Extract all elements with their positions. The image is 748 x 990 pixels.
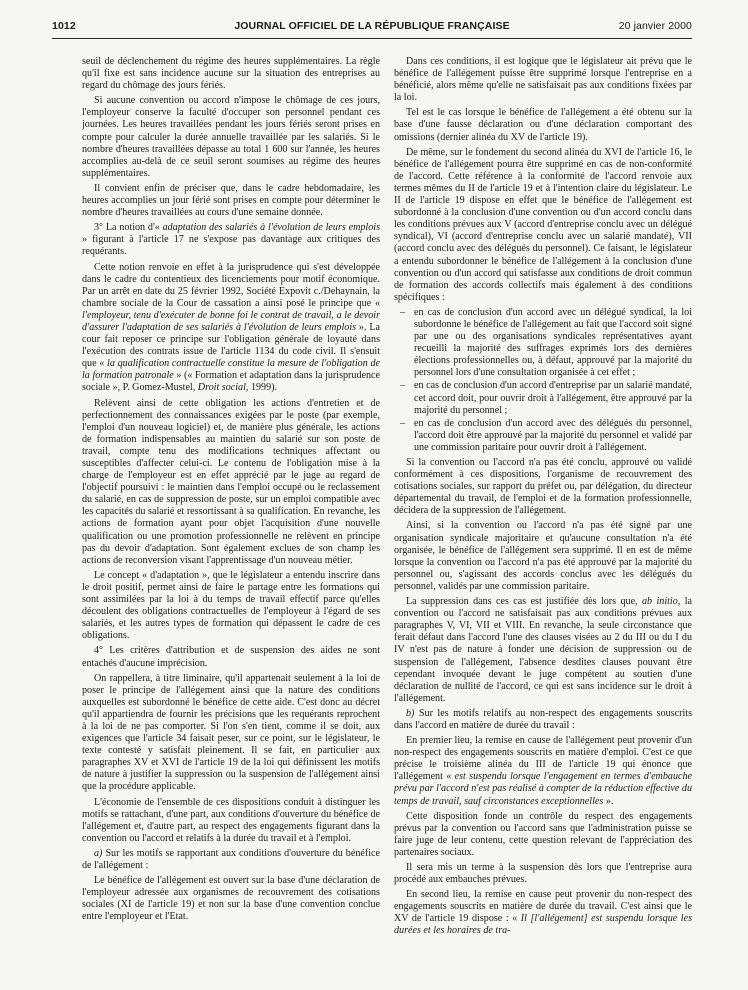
- paragraph: Si la convention ou l'accord n'a pas été conclu, approuvé ou validé conformément à ces dispositions, l'organisme de recouvrement des cotisations sociales, sur rapport du préfet ou, par délégation, du directeur départemental du travail, de l'emploi et de la formation professionnelle, décidera de la suppression de l'allégement.: [394, 457, 692, 517]
- paragraph: Cette disposition fonde un contrôle du respect des engagements prévus par la convention ou l'accord sans que l'administration puisse se faire juge de leur contenu, cette question relevant de l'appréciation des partenaires sociaux.: [394, 810, 692, 858]
- paragraph: L'économie de l'ensemble de ces dispositions conduit à distinguer les motifs se rattachant, d'une part, aux conditions d'ouverture du bénéfice de l'allégement et, d'autre part, au respect des engagements figurant dans la convention ou l'accord et relatifs à la durée du travail et à l'emploi.: [82, 796, 380, 844]
- paragraph: On rappellera, à titre liminaire, qu'il appartenait seulement à la loi de poser le principe de l'allégement ainsi que la nature des conditions auxquelles est subordonné le bénéfice de cette aide. C'est donc au décret qu'il appartiendra de fournir les précisions que les requérants reprochent à la loi de ne pas comporter. Si l'on s'en tient, comme il se doit, aux exigences que l'article 34 faisait peser, sur ce point, sur le législateur, le texte contesté y satisfait pleinement. Il se fait, en particulier aux paragraphes XV et XVI de l'article 19 de la loi qui définissent les motifs de nature à justifier la suppression ou la suspension de l'allégement ainsi que la procédure applicable.: [82, 672, 380, 793]
- paragraph: seuil de déclenchement du régime des heures supplémentaires. La règle qu'il fixe est sans incidence aucune sur la situation des entreprises au regard du chômage des jours fériés.: [82, 56, 380, 92]
- dash-icon: –: [400, 306, 406, 318]
- paragraph: Cette notion renvoie en effet à la jurisprudence qui s'est développée dans le cadre du contentieux des licenciements pour motif économique. Par un arrêt en date du 25 février 1992, Société Expovit c./Dehaynain, la chambre sociale de la Cour de cassation a ainsi posé le principe que « l'employeur, tenu d'exécuter de bonne foi le contrat de travail, a le devoir d'assurer l'adaptation de ses salariés à l'évolution de leurs emplois ». La cour fait reposer ce principe sur l'obligation générale de loyauté dans l'exécution des contrats issue de l'article 1134 du code civil. Il s'ensuit que « la qualification contractuelle constitue la mesure de l'obligation de la formation patronale » (« Formation et adaptation dans la jurisprudence sociale », P. Gomez-Mustel, Droit social, 1999).: [82, 261, 380, 394]
- dash-icon: –: [400, 380, 406, 392]
- paragraph: 3° La notion d'« adaptation des salariés à l'évolution de leurs emplois » figurant à l'article 17 ne s'expose pas davantage aux critiques des requérants.: [82, 222, 380, 258]
- conditions-list: [394, 307, 692, 454]
- paragraph: 4° Les critères d'attribution et de suspension des aides ne sont entachés d'aucune imprécision.: [82, 645, 380, 669]
- paragraph: La suppression dans ces cas est justifiée dès lors que, ab initio, la convention ou l'accord ne satisfaisait pas aux conditions prévues aux paragraphes V, VI, VII et VIII. En revanche, la seule circonstance que ferait défaut dans l'accord l'une des clauses visées au 2 du III ou du I du IV n'est pas de nature à fonder une décision de suppression ou de suspension de l'allégement, l'absence desdites clauses pouvant être cependant invoquée devant le juge compétent au soutien d'une déclaration de nullité de l'accord, ce qui est sans incidence sur le droit à l'allégement.: [394, 596, 692, 704]
- paragraph: Il sera mis un terme à la suspension dès lors que l'entreprise aura procédé aux embauches prévues.: [394, 862, 692, 886]
- list-item: – en cas de conclusion d'un accord avec des délégués du personnel, l'accord doit être approuvé par la majorité du personnel et validé par une commission paritaire pour ouvrir droit à l'allégement.: [400, 417, 692, 453]
- paragraph: En premier lieu, la remise en cause de l'allégement peut provenir d'un non-respect des engagements souscrits en matière d'emploi. C'est ce que précise le troisième alinéa du III de l'article 19 qui énonce que l'allégement « est suspendu lorsque l'engagement en termes d'embauche prévu par l'accord n'est pas réalisé à compter de la réduction effective du temps de travail, sauf circonstances exceptionnelles ».: [394, 735, 692, 807]
- paragraph: a) Sur les motifs se rapportant aux conditions d'ouverture du bénéfice de l'allégement :: [82, 847, 380, 871]
- dash-icon: –: [400, 417, 406, 429]
- page-header: [52, 20, 692, 38]
- paragraph: En second lieu, la remise en cause peut provenir du non-respect des engagements souscrits en matière de durée du travail. C'est ainsi que le XV de l'article 19 dispose : « Il [l'allégement] est suspendu lorsque les durées et les horaires de tra-: [394, 889, 692, 937]
- paragraph: Dans ces conditions, il est logique que le législateur ait prévu que le bénéfice de l'allégement puisse être supprimé lorsque l'entreprise en a bénéficié, alors même qu'elle ne satisfaisait pas aux conditions fixées par la loi.: [394, 56, 692, 104]
- paragraph: De même, sur le fondement du second alinéa du XVI de l'article 16, le bénéfice de l'allégement pourra être supprimé en cas de non-conformité de l'accord. Cette référence à la conformité de l'accord renvoie aux termes mêmes du II de l'article 19 et à l'intention claire du législateur. Le II de l'article 19 dispose en effet que le bénéfice de l'allégement est subordonné à la conclusion d'une convention ou d'un accord conclu dans les conditions prévues aux V (accord d'entreprise conclu avec un délégué syndical), VI (accord d'entreprise conclu avec un salarié mandaté), VII (accord conclu avec des délégués du personnel). Ce faisant, le législateur a entendu subordonner le bénéfice de l'allégement à la conclusion d'une convention ou d'un accord qui satisfasse aux conditions de droit commun de formation des accords collectifs mais également à des conditions spécifiques :: [394, 146, 692, 303]
- left-column: [82, 56, 380, 984]
- paragraph: Ainsi, si la convention ou l'accord n'a pas été signé par une organisation syndicale majoritaire et qu'aucune consultation n'a été organisée, le bénéfice de l'allégement sera supprimé. Il en est de même lorsque la convention ou l'accord n'a pas été approuvé par la majorité du personnel ou, s'agissant des accords conclus avec les délégués du personnel, validés par une commission paritaire.: [394, 520, 692, 592]
- paragraph: Relèvent ainsi de cette obligation les actions d'entretien et de perfectionnement des connaissances exigées par le poste (par exemple, l'emploi d'un nouveau logiciel) et, de manière plus générale, les actions de formation indispensables au maintien du salarié sur son poste de travail, compte tenu des modifications techniques affectant ou susceptibles d'affecter celui-ci. Le contenu de l'obligation mise à la charge de l'employeur est en effet apprécié par le juge au regard de l'objectif poursuivi : le maintien dans l'emploi occupé ou le reclassement du salarié, en cas de suppression de poste, sur un emploi compatible avec les capacités du salarié et ressortissant à sa qualification. En revanche, les actions de formation ayant pour objet l'acquisition d'une nouvelle qualification ou une promotion professionnelle ne relèvent en principe pas du devoir d'adaptation. Sont également exclues de son champ les actions de reconversion visant l'apprentissage d'un nouveau métier.: [82, 397, 380, 566]
- paragraph: b) Sur les motifs relatifs au non-respect des engagements souscrits dans l'accord en matière de durée du travail :: [394, 707, 692, 731]
- paragraph: Si aucune convention ou accord n'impose le chômage de ces jours, l'employeur conserve la faculté d'occuper son personnel pendant ces journées. Les heures travaillées pendant les jours fériés seront prises en compte pour calculer la durée annuelle travaillée par les salariés. Si le nombre d'heures travaillées dépasse au total 1 600 sur l'année, les heures accomplies au-delà de ce seuil seront soumises au régime des heures supplémentaires.: [82, 95, 380, 179]
- paragraph: Le concept « d'adaptation », que le législateur a entendu inscrire dans le droit positif, permet ainsi de faire le partage entre les formations qui sont assimilées par la loi à du temps de travail effectif parce qu'elles découlent des obligations contractuelles de l'employeur à l'égard de ses salariés, et les autres types de formation qui dépassent le cadre de ces obligations.: [82, 569, 380, 642]
- header-rule: [52, 38, 692, 39]
- paragraph: Le bénéfice de l'allégement est ouvert sur la base d'une déclaration de l'employeur adressée aux organismes de recouvrement des cotisations sociales (XI de l'article 19) et non sur la base d'une convention conclue entre l'employeur et l'Etat.: [82, 875, 380, 923]
- paragraph: Tel est le cas lorsque le bénéfice de l'allégement a été obtenu sur la base d'une fausse déclaration ou d'une déclaration comportant des omissions (dernier alinéa du XV de l'article 19).: [394, 107, 692, 143]
- paragraph: Il convient enfin de préciser que, dans le cadre hebdomadaire, les heures accomplies un jour férié sont prises en compte pour déterminer le nombre d'heures travaillées au cours d'une semaine donnée.: [82, 182, 380, 219]
- journal-title: JOURNAL OFFICIEL DE LA RÉPUBLIQUE FRANÇAISE: [234, 20, 510, 32]
- page-number: 1012: [52, 20, 76, 32]
- issue-date: 20 janvier 2000: [618, 20, 692, 32]
- right-column: [394, 56, 692, 984]
- list-item: – en cas de conclusion d'un accord d'entreprise par un salarié mandaté, cet accord doit, pour ouvrir droit à l'allégement, être approuvé par la majorité du personnel ;: [400, 380, 692, 416]
- list-item: – en cas de conclusion d'un accord avec un délégué syndical, la loi subordonne le bénéfice de l'allégement au fait que l'accord soit signé par une ou des organisations syndicales représentatives ayant recueilli la majorité des suffrages exprimés lors des dernières élections professionnelles ou, à défaut, approuvé par la majorité du personnel lors d'une consultation organisée à cet effet ;: [400, 306, 692, 379]
